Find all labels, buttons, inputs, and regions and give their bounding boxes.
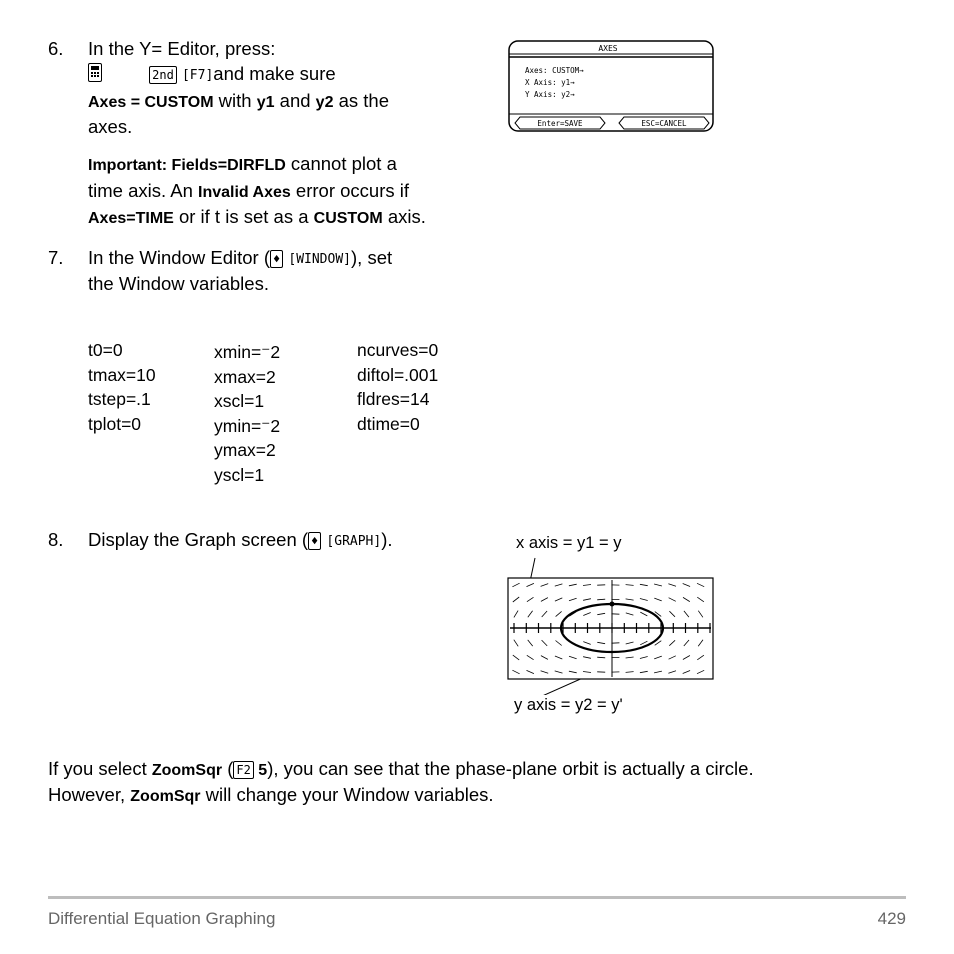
phase-plane-graph	[500, 555, 720, 695]
window-vars-col1	[88, 338, 156, 436]
step-7-line2: the Window variables.	[88, 273, 269, 294]
step-8-number: 8.	[48, 529, 64, 550]
zoom-para-line1	[48, 758, 754, 780]
axes-time-text: Axes=TIME	[88, 210, 174, 227]
calculator-icon	[88, 63, 102, 82]
axes-dialog-row1: Axes: CUSTOM→	[525, 66, 584, 75]
window-vars-col2	[214, 340, 280, 487]
var-ymin: ymin=⁻2	[214, 415, 281, 436]
var-tmax: tmax=10	[88, 364, 156, 385]
var-xscl: xscl=1	[214, 391, 265, 411]
key-5-text: 5	[253, 762, 268, 779]
step-7-post: ), set	[351, 247, 393, 268]
important-label: Important: Fields=DIRFLD	[88, 157, 286, 174]
var-ncurves: ncurves=0	[357, 340, 439, 360]
zoom-rest1: ), you can see that the phase-plane orbit is actually a circle.	[267, 758, 754, 779]
key-f7: [F7]	[181, 68, 214, 83]
step-8-line	[88, 529, 393, 551]
axes-dialog-row2: X Axis: y1→	[525, 78, 575, 87]
zoom-paren: (	[222, 758, 234, 779]
invalid-axes-text: Invalid Axes	[198, 184, 291, 201]
step-8-pre: Display the Graph screen (	[88, 529, 309, 550]
key-f2: F2	[233, 761, 253, 779]
footer-rule	[48, 896, 906, 899]
var-xmax: xmax=2	[214, 366, 276, 387]
zoom-line2-post: will change your Window variables.	[200, 784, 494, 805]
y2-text: y2	[315, 94, 334, 111]
axes-custom-text: Axes = CUSTOM	[88, 94, 214, 111]
key-window: [WINDOW]	[288, 252, 351, 267]
and-text: and	[274, 90, 316, 111]
step-6-line3	[88, 90, 389, 112]
key-diamond: ♦	[270, 250, 283, 268]
key-2nd: 2nd	[149, 66, 177, 84]
axes-dialog-row3: Y Axis: y2→	[525, 90, 575, 99]
step-6-line1: In the Y= Editor, press:	[88, 38, 276, 59]
important-text2: time axis. An	[88, 180, 199, 201]
important-text1: cannot plot a	[285, 153, 397, 174]
var-xmin: xmin=⁻2	[214, 342, 281, 362]
page-number: 429	[877, 909, 906, 928]
with-text: with	[213, 90, 257, 111]
graph-label-bottom: y axis = y2 = y'	[514, 696, 623, 714]
var-tplot: tplot=0	[88, 413, 142, 434]
step-6-number: 6.	[48, 38, 64, 59]
step-8-post: ).	[381, 529, 393, 550]
cancel-button-label: ESC=CANCEL	[641, 119, 687, 128]
zoom-para-line2	[48, 784, 494, 806]
step-7-number: 7.	[48, 247, 64, 268]
var-dtime: dtime=0	[357, 413, 420, 434]
zoom-pre: If you select	[48, 758, 152, 779]
zoomsqr-text-2: ZoomSqr	[130, 788, 201, 805]
important-text5: axis.	[382, 206, 426, 227]
key-diamond-2: ♦	[308, 532, 321, 550]
important-text4: or if t is set as a	[173, 206, 314, 227]
step-7-line1	[88, 247, 392, 269]
var-diftol: diftol=.001	[357, 364, 439, 385]
step-6-keys	[88, 63, 336, 85]
axes-dialog-title: AXES	[598, 44, 618, 53]
y1-text: y1	[256, 94, 275, 111]
step-7-pre: In the Window Editor (	[88, 247, 270, 268]
orbit-start-point	[610, 602, 615, 607]
var-t0: t0=0	[88, 340, 123, 360]
step-6-after-keys: and make sure	[213, 63, 336, 84]
important-line1	[88, 153, 397, 175]
footer-title: Differential Equation Graphing	[48, 909, 276, 928]
key-graph: [GRAPH]	[326, 534, 382, 549]
zoomsqr-text: ZoomSqr	[151, 762, 223, 779]
important-text3: error occurs if	[290, 180, 410, 201]
custom-text: CUSTOM	[313, 210, 383, 227]
step-6-line4: axes.	[88, 116, 133, 137]
var-tstep: tstep=.1	[88, 389, 151, 409]
important-line3	[88, 206, 426, 228]
var-ymax: ymax=2	[214, 440, 276, 460]
var-fldres: fldres=14	[357, 389, 430, 409]
save-button-label: Enter=SAVE	[537, 119, 583, 128]
important-line2	[88, 180, 409, 202]
zoom-line2-pre: However,	[48, 784, 131, 805]
window-vars-col3	[357, 338, 438, 436]
as-the-text: as the	[333, 90, 390, 111]
graph-label-top: x axis = y1 = y	[516, 534, 622, 552]
var-yscl: yscl=1	[214, 464, 265, 485]
axes-dialog-screenshot	[508, 40, 714, 132]
